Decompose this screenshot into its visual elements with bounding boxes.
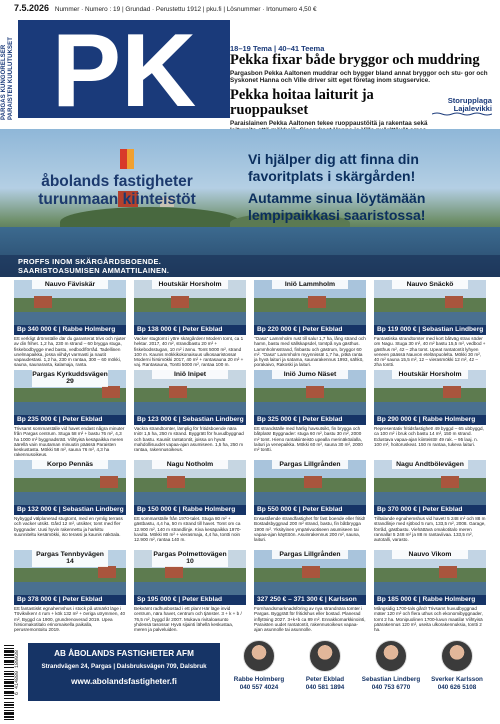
listing-card[interactable] — [374, 550, 486, 638]
agent-phone[interactable]: 040 581 1894 — [305, 684, 345, 691]
storupplaga-badge — [432, 97, 492, 113]
listing-card[interactable] — [374, 280, 486, 368]
listing-photo — [374, 550, 486, 595]
vertical-title — [1, 24, 17, 120]
listing-description: Ett fantastiskt egnahemshus i stock på utmärkt läge i Tövikviken! 4 rum + kök 132 m² + övriga utrymmen, 40 m², Byggd ca 1900, grundrenoverad 2019. Upea hirsiomakotitalo erinomaisella paikalla, perusremontoitu 2019. — [14, 606, 126, 633]
flag-icon — [120, 149, 134, 169]
pk-logo — [18, 20, 230, 118]
listing-card[interactable] — [254, 460, 366, 548]
listing-price: Sp 195 000 € | Peter Ekblad — [134, 595, 246, 605]
teaser-headline-sv: Pekka fixar både bryggor och muddring — [230, 52, 480, 68]
listing-location: Korpo Pennäs — [32, 460, 108, 469]
barcode-icon — [4, 645, 14, 721]
company-name: AB ÅBOLANDS FASTIGHETER AFM — [54, 649, 194, 658]
listing-description: Trivsamt sommarställe vid havet endast några minuter från Pargas centrum. Stuga 58 m² + bastu 76 m², 4,3 ha 1000 m² byggnadsrätt. Viihtyisä kesäpaikka meren äärellä vain muutaman minuutin päässä Paraisten keskustasta. Mökki 58 m², sauna 76 m², 4,3 ha rakennusoikeus. — [14, 426, 125, 458]
listing-location: Nauvo Fäviskär — [32, 280, 108, 289]
listing-location: Iniö Inipet — [152, 370, 228, 379]
listing-card[interactable] — [134, 550, 246, 638]
listing-card[interactable] — [254, 550, 366, 638]
listing-description: Tilltalande egnahemshus vid havet! 5 248 m² och 88 m strandlinje med sjöbod 5 rum, 133,5 m², 2008. Garage, förråd, gästbastu. Viehättävä omakotitalo meren rannalla! 5 248 m² ja 88 m rantaviivaa. 133,5 m², autotalli, varasto. — [374, 516, 486, 543]
property-listings — [14, 280, 486, 636]
banner-footer-fi: SAARISTOASUMISEN AMMATTILAINEN. — [18, 266, 170, 275]
agent-photo — [441, 640, 473, 672]
listing-card[interactable] — [254, 370, 366, 458]
listing-card[interactable] — [134, 370, 246, 458]
agent-photo — [243, 640, 275, 672]
listing-description: Vackra strandtomter, lämplig för fritidsboende nära Iniö! 1,5 ha, 250 m strand. Byggrätt för huvudbyggnad och bastu. Kauniit rantatontit, joissa on hyvät mahdollisuudet vapaa-ajan asumiseen. 1,5 ha, 250 m rantaa, rakennusoikeus. — [134, 426, 244, 453]
agent-card[interactable] — [228, 640, 290, 691]
teaser-headline-fi: Pekka hoitaa laiturit ja ruoppaukset — [230, 87, 374, 118]
listing-location: Iniö Jumo Näset — [272, 370, 348, 379]
listing-price: Bp 290 000 € | Rabbe Holmberg — [374, 415, 486, 425]
listing-price: Bp 185 000 € | Rabbe Holmberg — [374, 595, 486, 605]
listing-photo — [254, 550, 366, 595]
listing-description: Fornhandsmarknadsföring av nya strandnära tomter i Pargas. Byggrätt för fritidshus eller bostad. Planerad inflyttning 2027. 3+k+b ca 89 m². Ennakkomarkkinointi, Paraisten uudet rantatontit, rakennusoikeus vapaa-ajan asunnolle tai asunnolle. — [254, 606, 366, 633]
listing-price: Bp 340 000 € | Rabbe Holmberg — [14, 325, 126, 335]
pk-logo-text: PK — [51, 20, 197, 118]
listing-location: Nauvo Snäckö — [392, 280, 468, 289]
listing-card[interactable] — [374, 370, 486, 458]
listing-price: Bp 138 000 € | Peter Ekblad — [134, 325, 246, 335]
listing-location: Houtskär Horsholm — [152, 280, 228, 289]
agent-card[interactable] — [294, 640, 356, 691]
listing-photo — [134, 550, 246, 595]
listing-description: Vacker stugtomt i yttre skärgården! Modern tomt, ca 1 hektar. 2017, 40 m², strandbastu 20 m² + fiskebodsstugan, 10 m² i ännu. Tomt 5000 m², strand 100 m. Kaunis mökkikokonaisuus ulkosaaristossa! Moderni hirsimökki 2017, 40 m² + rantasauna 20 m² + vaj. Rantasauna, Tontti 5000 m², rantaa 100 m. — [134, 336, 244, 368]
company-address: Strandvägen 24, Pargas | Dalsbruksvägen 709, Dalsbruk — [41, 663, 207, 670]
listing-photo — [374, 460, 486, 505]
agent-card[interactable] — [426, 640, 488, 691]
listing-description: Nybyggd välplanerad stugtomt, med en rymlig terrass och vacker utsikt. Gård 12 m², utsikter, tomt med fler byggnader. Uusi hyvin rakennettu ja harkittu suunniteltu kesämökki, iso terassi ja kaunis näköala. — [14, 516, 123, 537]
agent-name: Peter Ekblad — [305, 676, 345, 683]
agent-phone[interactable]: 040 626 5108 — [437, 684, 477, 691]
listing-location: Pargas Lillgrånden — [272, 460, 348, 469]
vertical-title-sv: PARGAS KUNGÖRELSER — [1, 44, 7, 120]
listing-photo — [14, 370, 126, 415]
listing-photo — [134, 280, 246, 325]
listing-location: Iniö Lammholm — [272, 280, 348, 289]
listing-description: Representativ fritidsfastighet! 49 byggd – 65 ubbyggd, ca 100 m² i bruk och bastu 14 m², 150 m strand. Edustava vapaa-ajan kiinteistö! 49 rak. – 95 laaj. n. 100 m², hoitoruskeat. 150 m rantaa, tukeva laituri. — [374, 426, 484, 447]
agent-photo — [375, 640, 407, 672]
issue-info: Nummer · Numero : 19 | Grundad · Perustettu 1912 | pku.fi | Lösnummer · Irtonumero 4,50 € — [54, 6, 317, 13]
listing-description: Bekvämt radhusbostad i ett plan! Här läge invid centrum, nära havet, centrum och tjänster. 3 + k + b / 76,5 m², byggd år 2007. Mukava rivitaloasunto yhdessä tasossa! Hyvä sijainti lähellä keskustaa, meren ja palveluiden. — [134, 606, 242, 633]
listing-price: Bp 550 000 € | Peter Ekblad — [254, 505, 366, 515]
listing-photo — [134, 370, 246, 415]
listing-location: Nagu Notholm — [152, 460, 228, 469]
listing-location: Pargas Tennbyvägen 14 — [32, 550, 108, 567]
logo-name-sv: åbolands fastigheter — [41, 173, 193, 190]
issue-info-bar — [14, 3, 317, 13]
listing-card[interactable] — [14, 550, 126, 638]
barcode-number: 6 414880 189938 — [14, 650, 20, 696]
listing-price: Bp 119 000 € | Sebastian Lindberg — [374, 325, 486, 335]
listing-price: 327 250 € – 371 300 € | Karlsson — [254, 595, 366, 605]
listing-price: Bp 123 000 € | Sebastian Lindberg — [134, 415, 246, 425]
listing-card[interactable] — [14, 460, 126, 548]
listing-card[interactable] — [134, 280, 246, 368]
listing-price: Bp 132 000 € | Sebastian Lindberg — [14, 505, 126, 515]
listing-location: Nauvo Vikom — [392, 550, 468, 559]
teaser-swedish[interactable] — [230, 53, 492, 84]
listing-photo — [254, 280, 366, 325]
listing-photo — [254, 460, 366, 505]
tagline-sv: Vi hjälper dig att finna din favoritplats i skärgården! — [248, 151, 419, 184]
agent-phone[interactable]: 040 753 6770 — [371, 684, 411, 691]
listing-card[interactable] — [14, 280, 126, 368]
listing-location: Houtskär Horsholm — [392, 370, 468, 379]
section-pointer: 18–19 Tema | 40–41 Teema — [230, 44, 325, 53]
listing-description: Ett sommarställe från 1970-talet. Stuga 80 m² + gästbastu, 4,4 ha, 50 m strand till havet. Tomt om ca 12.900 m², 140 m strandlinje. Kiva kesäpaikka 1970-luvulta. Mökki 80 m² + vierasmaja, 4,4 ha, tontti noin 12.900 m², rantaa 140 m. — [134, 516, 241, 543]
listing-price: Bp 325 000 € | Peter Ekblad — [254, 415, 366, 425]
listing-location: Nagu Andtbölevägen — [392, 460, 468, 469]
listing-location: Pargas Lillgrånden — [272, 550, 348, 559]
banner-tagline — [248, 151, 488, 223]
listing-description: Fantastiska strandtomter med kort båtväg strax söder om Nagu. Stuga 30 m², 40 m² bastu 15,5 m², vedbod + gästhus m², 42 – 2ha tomt. Upeat rantatontit lyhyen veneen päässä Nauvon etelänpuolelta. Mökki 30 m², 40 m² sauna 15,5 m², 12 – vierasmökki 12 m², 42 – 2ha tontti. — [374, 336, 486, 368]
listing-price: Bp 235 000 € | Peter Ekblad — [14, 415, 126, 425]
agent-phone[interactable]: 040 557 4024 — [239, 684, 279, 691]
agent-card[interactable] — [360, 640, 422, 691]
listing-price: Bp 370 000 € | Peter Ekblad — [374, 505, 486, 515]
listing-card[interactable] — [134, 460, 246, 548]
agent-name: Sebastian Lindberg — [361, 676, 421, 683]
pk-logo-graphic — [18, 20, 230, 118]
tagline-fi: Autamme sinua löytämään lempipaikkasi saaristossa! — [248, 190, 426, 223]
teaser-text-sv: Pargasbon Pekka Aaltonen muddrar och bygger bland annat bryggor och stu- gor och Syskonet Hanna och Ville driver sitt eget företag inom stugservice. — [230, 70, 488, 85]
listing-description: Mångsidig 1700-tals gård! Trivsamt huvudbyggnad mäter 120 m² och flera uthus och ekonomibyggnader, tomt 2 ha. Monipuolinen 1700-luvun maatila! Viihtyisä päärakennus 120 m², useita ulkorakennuksia, tontti 2 ha. — [374, 606, 483, 633]
agent-name: Sverker Karlsson — [431, 676, 483, 683]
vertical-title-fi: PARAISTEN KUULUTUKSET — [8, 37, 14, 120]
listing-description: Ett strandställe med härlig havsutsikt, fin brygga och båtplats! Byggnader: stuga 60 m², bastu 30 m², 2000 m² tomt. Hieno rantakiinteistö upealla merinäköalalla, laituri ja venepaikka. Mökki 60 m², sauna 30 m², 2000 m² tontti. — [254, 426, 363, 453]
abolands-fastigheter-logo — [22, 145, 212, 207]
listing-card[interactable] — [374, 460, 486, 548]
listing-location: Pargas Polmettovägen 10 — [153, 551, 227, 566]
listing-photo — [14, 280, 126, 325]
listing-card[interactable] — [254, 280, 366, 368]
listing-photo — [134, 460, 246, 505]
listing-price: Bp 220 000 € | Peter Ekblad — [254, 325, 366, 335]
listing-photo — [254, 370, 366, 415]
listing-photo — [374, 370, 486, 415]
agent-name: Rabbe Holmberg — [233, 676, 285, 683]
listing-card[interactable] — [14, 370, 126, 458]
banner-footer-strip — [0, 255, 500, 277]
listing-description: Ensastående strandfastighet för fast boende eller fritid! Bostadsbyggnad 200 m² strand, bastu, fin båtbrygga 1900 m². Yksityinen ympärivuotiseen asumiseen tai vapaa-ajan käyttöön. Asuinrakennus 200 m², sauna, laituri. — [254, 516, 366, 543]
company-contact-box[interactable] — [28, 643, 220, 701]
issue-date: 7.5.2026 — [14, 3, 50, 13]
storupplaga-fi: Lajalevikki — [453, 104, 492, 113]
listing-description: "Oasa" Lammholm rust till salu! 1,7 ha, lång strand och hamn, bastu med sällskapsdel, tomtpå nya gästhus. Lammholmsstrand, finbastu och gästrum, bryggor 60 m². "Oasa" Lammholm myynnissä! 1,7 ha, pitkä ranta ja hyvä laituri ja satama, saunarakennus 1993, sähkö, porakaivo, Rakoski ja laituri. — [254, 336, 366, 368]
logo-name-fi: turunmaan kiinteistöt — [38, 191, 196, 208]
listing-photo — [374, 280, 486, 325]
listing-location: Pargas Kyrkuddsvägen 29 — [32, 371, 108, 386]
storupplaga-sv: Storupplaga — [447, 96, 492, 105]
company-website[interactable]: www.abolandsfastigheter.fi — [71, 677, 177, 686]
listing-photo — [14, 550, 126, 595]
wave-icon — [432, 112, 492, 116]
listing-photo — [14, 460, 126, 505]
listing-description: Ett verkligt drömställe där du garanterat trivs och njuter av din frihet. 1,2 ha, 230 m strand – 60 brygga stuga, fiskebodbygge med bastu, vedbod/förråd. Tadellinen unelmapaikka, jossa viihdyt varmasti ja nautit vapaudestasi. 1,2 ha, 230 m rantaa, 300 – 60 mökki, sauna, saunaranta, kalamaja, ranta. — [14, 336, 126, 368]
listing-price: Bp 378 000 € | Peter Ekblad — [14, 595, 126, 605]
agent-photo — [309, 640, 341, 672]
teaser-text-fi: Paraislainen Pekka Aaltonen tekee ruoppaustöitä ja rakentaa sekä — [230, 120, 428, 127]
banner-footer-sv: PROFFS INOM SKÄRGÅRDSBOENDE. — [18, 257, 162, 266]
masthead — [0, 0, 500, 127]
listing-price: Bp 150 000 € | Rabbe Holmberg — [134, 505, 246, 515]
